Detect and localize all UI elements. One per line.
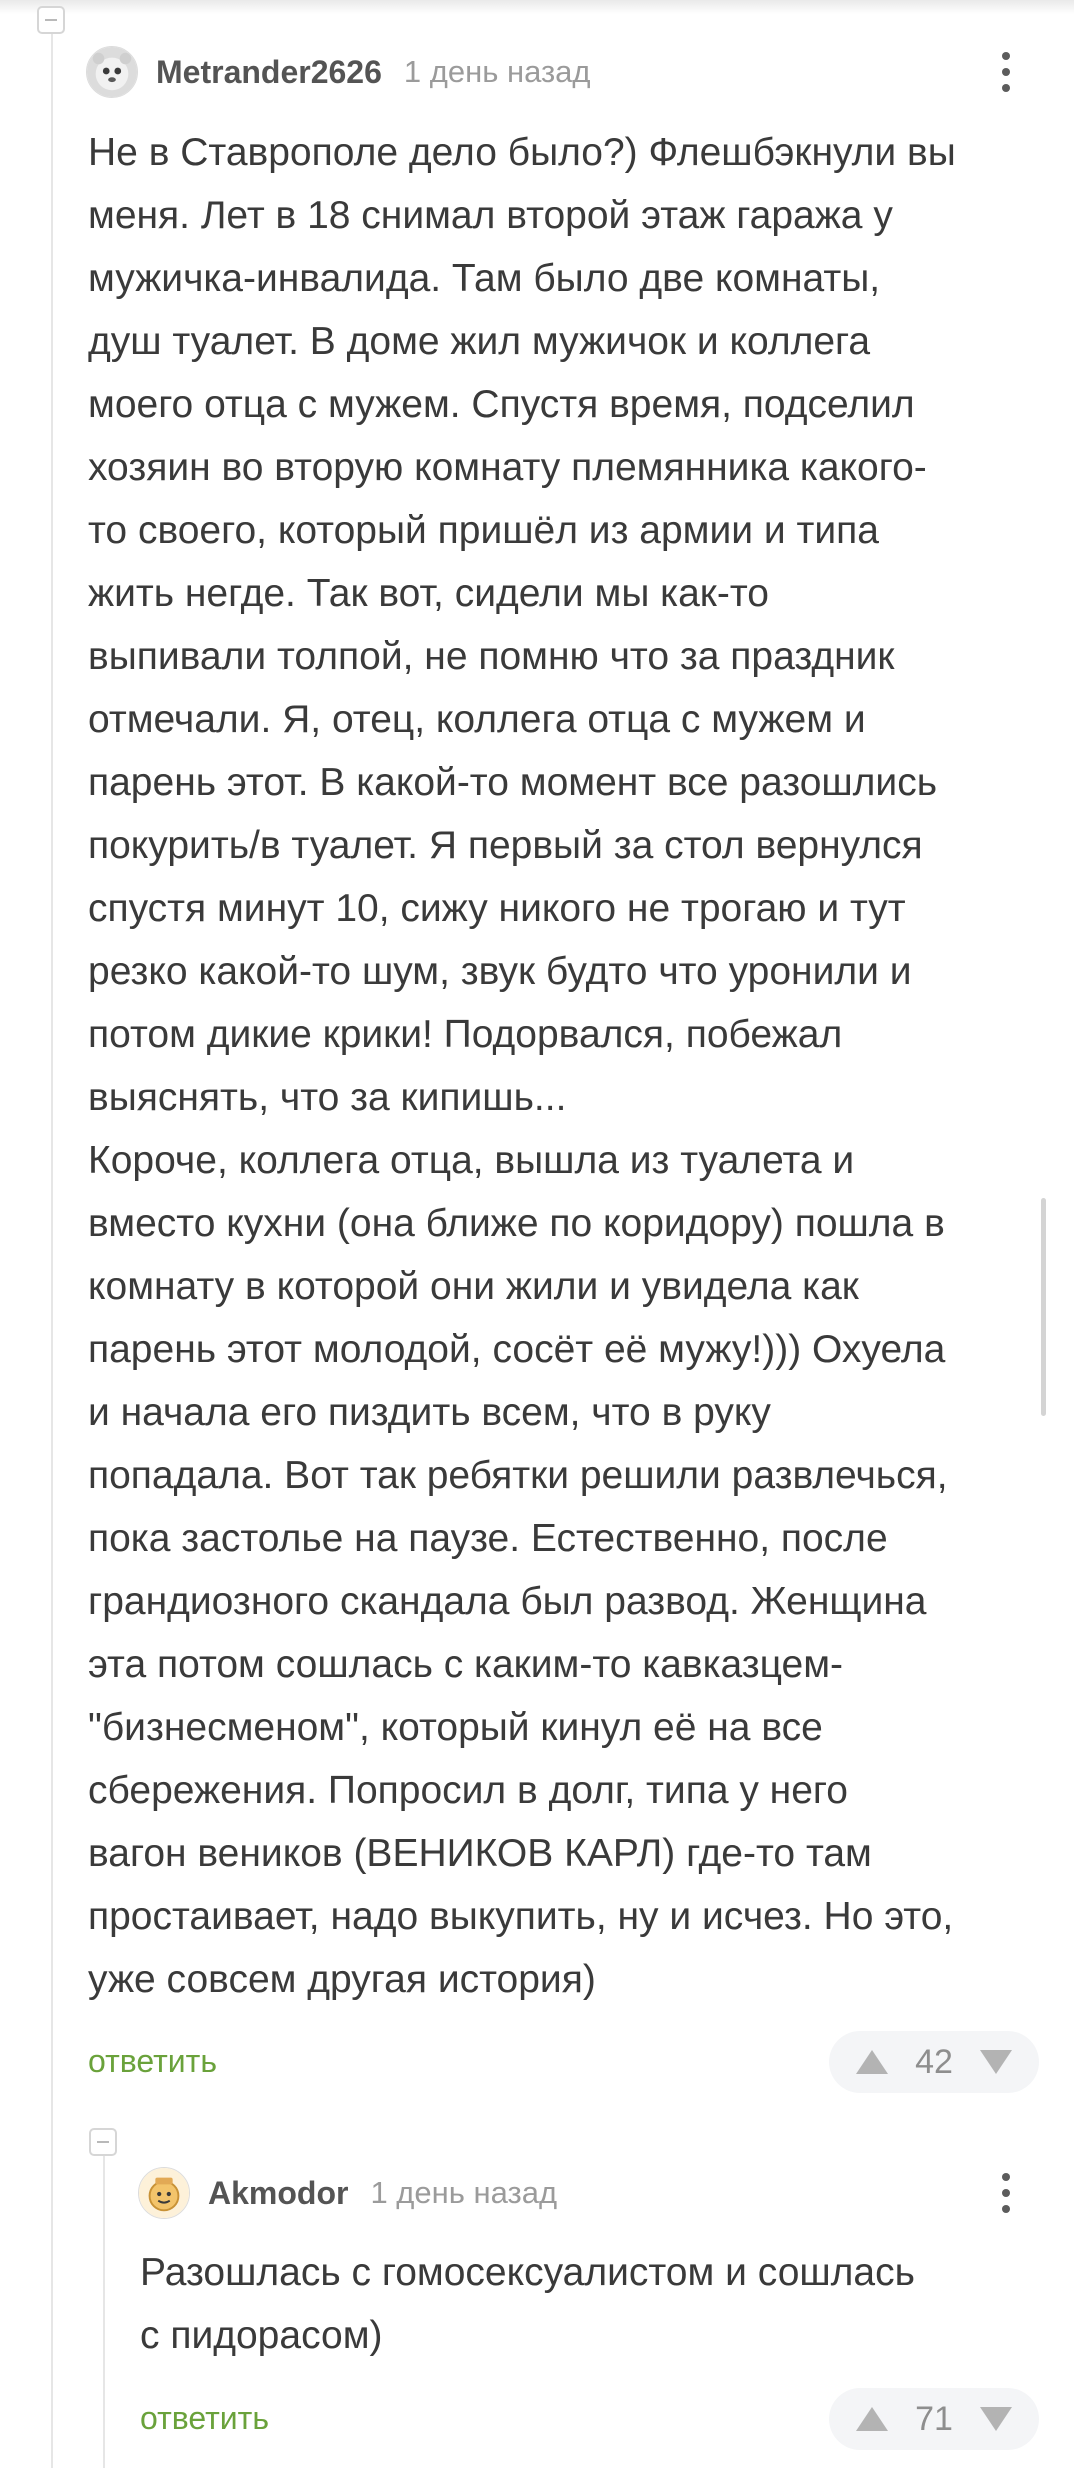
- arrow-up-icon[interactable]: [853, 2047, 891, 2077]
- collapse-thread-button[interactable]: [37, 6, 65, 34]
- arrow-down-icon[interactable]: [977, 2404, 1015, 2434]
- comment-text: Не в Ставрополе дело было?) Флешбэкнули вы меня. Лет в 18 снимал второй этаж гаража у мужичка-инвалида. Там было две комнаты, душ туалет. В доме жил мужичок и коллега моего отца с мужем. Спустя время, подселил хозяин во вторую комнату племянника какого- то своего, который пришёл из армии и типа жить негде. Так вот, сидели мы как-то выпивали толпой, не помню что за праздник отмечали. Я, отец, коллега отца с мужем и парень этот. В какой-то момент все разошлись покурить/в туалет. Я первый за стол вернулся спустя минут 10, сижу никого не трогаю и тут резко какой-то шум, звук будто что уронили и потом дикие крики! Подорвался, побежал выяснять, что за кипишь... Короче, коллега отца, вышла из туалета и вместо кухни (она ближе по коридору) пошла в комнату в которой они жили и увидела как парень этот молодой, сосёт её мужу!))) Охуела и начала его пиздить всем, что в руку попадала. Вот так ребятки решили развлечься, пока застолье на паузе. Естественно, после грандиозного скандала был развод. Женщина эта потом сошлась с каким-то кавказцем- "бизнесменом", который кинул её на все сбережения. Попросил в долг, типа у него вагон веников (ВЕНИКОВ КАРЛ) где-то там простаивает, надо выкупить, ну и исчез. Но это, уже совсем другая история): [88, 131, 956, 2001]
- more-vertical-icon[interactable]: [996, 2169, 1016, 2217]
- arrow-down-icon[interactable]: [977, 2047, 1015, 2077]
- collapse-reply-button[interactable]: [89, 2128, 117, 2156]
- comment-text: Разошлась с гомосексуалистом и сошлась с пидорасом): [140, 2251, 915, 2357]
- avatar[interactable]: [138, 2167, 190, 2219]
- top-shadow: [0, 0, 1074, 14]
- reply-link[interactable]: ответить: [140, 2400, 269, 2436]
- scrollbar[interactable]: [1041, 1198, 1046, 1416]
- rating-widget: [829, 2388, 1039, 2450]
- timestamp[interactable]: 1 день назад: [403, 54, 591, 89]
- timestamp[interactable]: 1 день назад: [370, 2175, 558, 2210]
- comment-header: [138, 2165, 557, 2221]
- more-vertical-icon[interactable]: [996, 48, 1016, 96]
- avatar-image: [139, 2168, 189, 2218]
- reply-link[interactable]: ответить: [88, 2043, 217, 2079]
- reply-thread-line[interactable]: [103, 2152, 105, 2468]
- username[interactable]: Akmodor: [208, 2174, 349, 2211]
- comment-header: [86, 44, 591, 100]
- rating-value: 42: [915, 2042, 953, 2081]
- rating-widget: [829, 2031, 1039, 2093]
- avatar[interactable]: [86, 46, 138, 98]
- avatar-image: [87, 47, 137, 97]
- rating-value: 71: [915, 2399, 953, 2438]
- username[interactable]: Metrander2626: [156, 53, 382, 90]
- thread-line[interactable]: [51, 30, 53, 2468]
- arrow-up-icon[interactable]: [853, 2404, 891, 2434]
